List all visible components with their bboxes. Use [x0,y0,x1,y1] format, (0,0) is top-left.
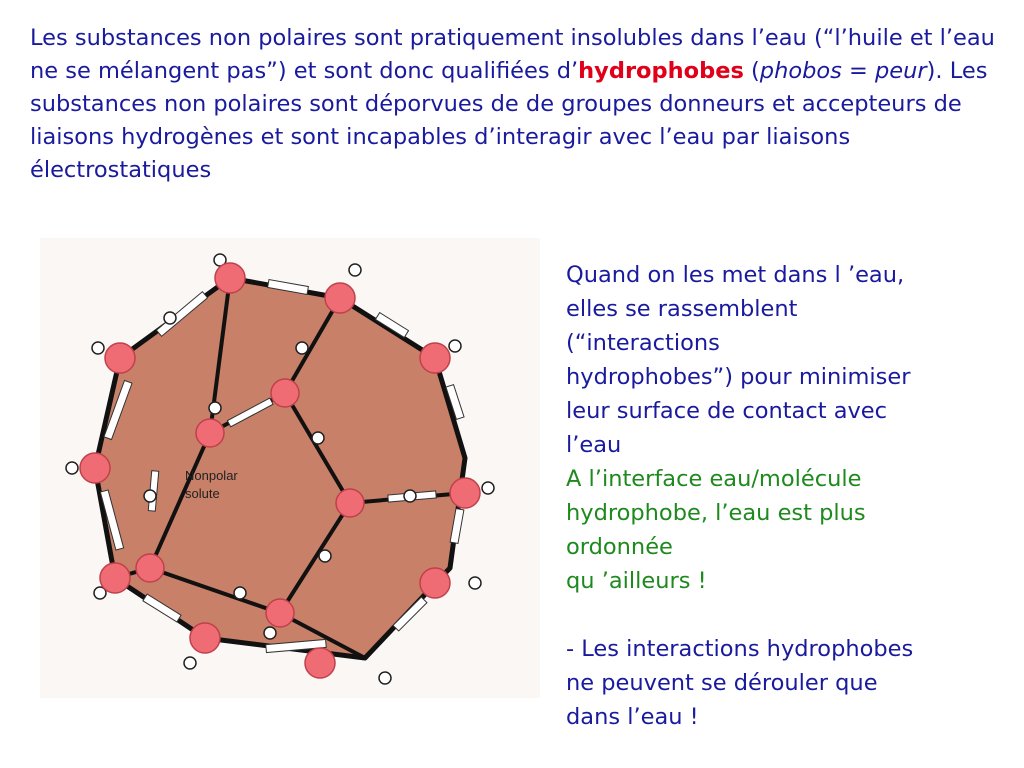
side-line: leur surface de contact avec [566,398,888,424]
water-cage-diagram [40,238,540,698]
side-line: Quand on les met dans l ’eau, [566,262,905,288]
interface-line: qu ’ailleurs ! [566,568,707,594]
intro-text-2: ). Les substances non polaires sont déporvues de de groupes donneurs et accepteurs de liaisons hydrogènes et sont incapables d’interagir avec l’eau par liaisons électrostatiques [30,58,988,183]
side-explanation [566,258,1006,734]
intro-paragraph [30,22,1005,187]
side-line: l’eau [566,432,622,458]
clathrate-cage-figure [40,238,540,698]
intro-paren-open: ( [743,58,760,84]
interface-line: hydrophobe, l’eau est plus [566,500,866,526]
side-line: (“interactions [566,330,720,356]
solute-label-line1: Nonpolar [185,468,238,483]
intro-text-1: Les substances non polaires sont pratiquement insolubles dans l’eau (“l’huile et l’eau ne se mélangent pas”) et sont donc qualifiées d’ [30,25,995,84]
phobos-definition: phobos = peur [759,58,927,84]
solute-label-line2: solute [185,486,220,501]
interface-line: ordonnée [566,534,673,560]
side-line: hydrophobes”) pour minimiser [566,364,911,390]
conclusion-line: dans l’eau ! [566,704,699,730]
side-line: elles se rassemblent [566,296,798,322]
conclusion-line: - Les interactions hydrophobes [566,636,914,662]
interface-line: A l’interface eau/molécule [566,466,862,492]
conclusion-line: ne peuvent se dérouler que [566,670,878,696]
spacer [566,598,1006,632]
hydrophobes-highlight: hydrophobes [578,58,744,84]
